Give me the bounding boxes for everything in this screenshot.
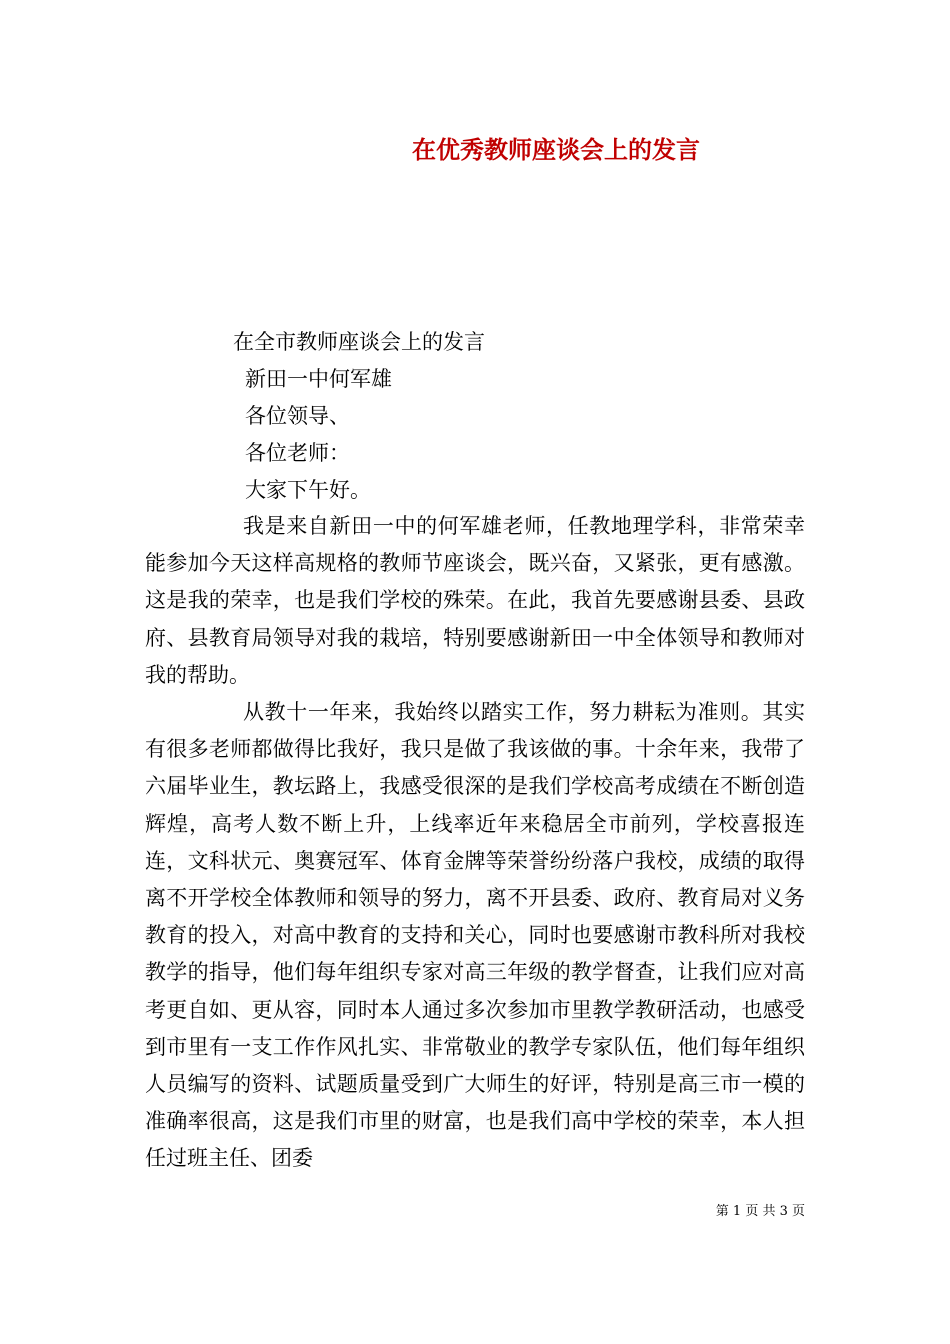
body-paragraph: 我是来自新田一中的何军雄老师，任教地理学科，非常荣幸能参加今天这样高规格的教师节座谈会，既兴奋，又紧张，更有感激。这是我的荣幸，也是我们学校的殊荣。在此，我首先要感谢县委、县政府、县教育局领导对我的栽培，特别要感谢新田一中全体领导和教师对我的帮助。 [145,514,805,687]
greeting-teachers: 各位老师： [245,441,350,465]
speech-author: 新田一中何军雄 [245,367,392,391]
greeting-afternoon: 大家下午好。 [245,478,371,502]
body-paragraph: 从教十一年来，我始终以踏实工作，努力耕耘为准则。其实有很多老师都做得比我好，我只是做了我该做的事。十余年来，我带了六届毕业生，教坛路上，我感受很深的是我们学校高考成绩在不断创造辉煌，高考人数不断上升，上线率近年来稳居全市前列，学校喜报连连，文科状元、奥赛冠军、体育金牌等荣誉纷纷落户我校，成绩的取得离不开学校全体教师和领导的努力，离不开县委、政府、教育局对义务教育的投入，对高中教育的支持和关心，同时也要感谢市教科所对我校教学的指导，他们每年组织专家对高三年级的教学督查，让我们应对高考更自如、更从容，同时本人通过多次参加市里教学教研活动，也感受到市里有一支工作作风扎实、非常敬业的教学专家队伍，他们每年组织人员编写的资料、试题质量受到广大师生的好评，特别是高三市一模的准确率很高，这是我们市里的财富，也是我们高中学校的荣幸，本人担任过班主任、团委 [145,700,805,1171]
greeting-leaders: 各位领导、 [245,404,350,428]
speech-subtitle: 在全市教师座谈会上的发言 [233,330,485,354]
document-title: 在优秀教师座谈会上的发言 [412,135,700,164]
page-number: 第 1 页 共 3 页 [715,1204,805,1219]
